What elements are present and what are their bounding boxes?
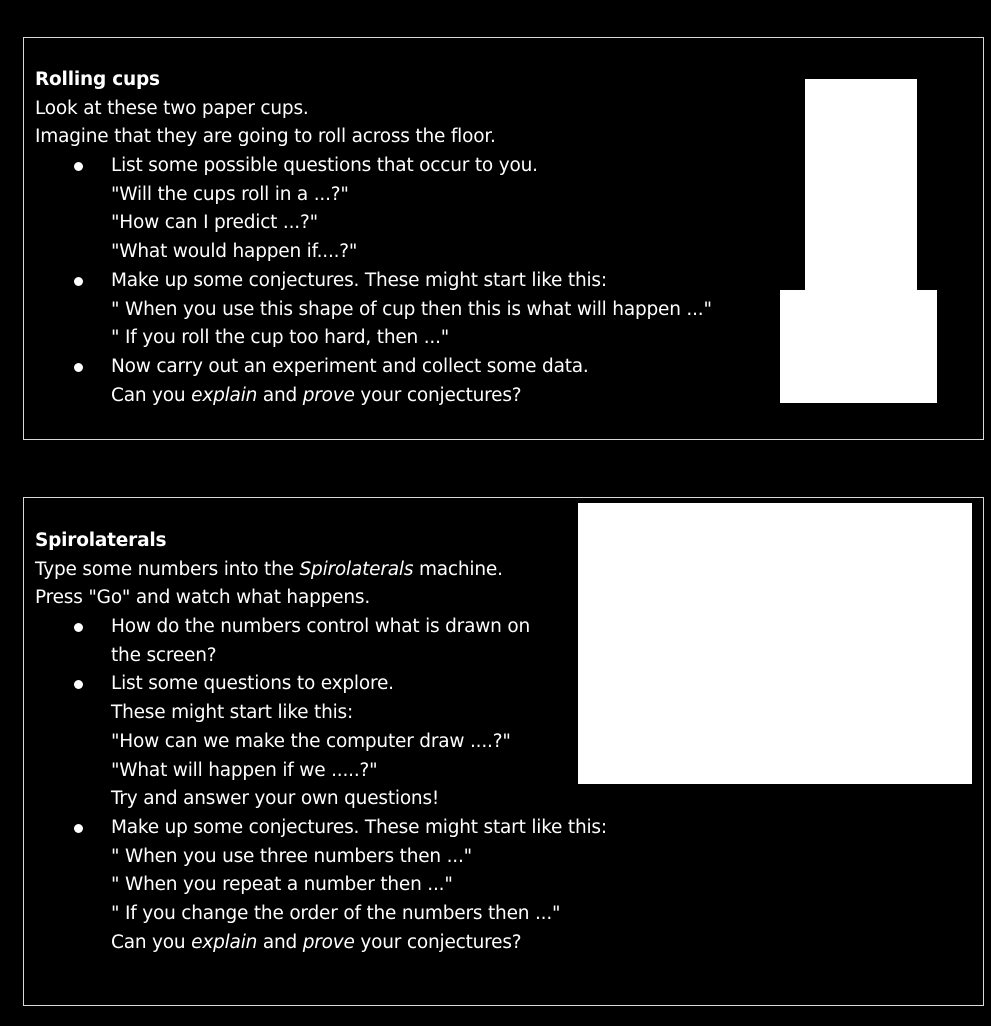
bullet-line: " When you repeat a number then ..." [111, 874, 453, 896]
closing-line [111, 929, 607, 958]
bullet-head: How do the numbers control what is drawn on [111, 616, 531, 638]
bullet-icon [74, 680, 83, 689]
bullet-head-cont: the screen? [111, 644, 217, 666]
closing-text: Can you [111, 384, 192, 406]
intro-line: Look at these two paper cups. [35, 97, 309, 119]
bullet-line: "Will the cups roll in a ...?" [111, 183, 349, 205]
paper-cup-image-tall [805, 79, 917, 290]
bullet-line: " When you use three numbers then ..." [111, 845, 472, 867]
bullet-head: List some questions to explore. [111, 673, 394, 695]
bullet-line: " If you roll the cup too hard, then ..." [111, 327, 450, 349]
bullet-item [35, 613, 607, 670]
intro-text: Type some numbers into the [35, 558, 300, 580]
bullet-item [35, 152, 712, 267]
bullet-icon [74, 162, 83, 171]
card-title: Spirolaterals [35, 530, 167, 551]
paper-cup-image-wide [780, 290, 937, 403]
bullet-head: Now carry out an experiment and collect some data. [111, 355, 589, 377]
bullet-line: " If you change the order of the numbers then ..." [111, 902, 561, 924]
spirolaterals-text [35, 527, 607, 957]
closing-text: and [257, 931, 303, 953]
rolling-cups-text [35, 66, 712, 410]
bullet-head: List some possible questions that occur to you. [111, 155, 538, 177]
bullet-item [35, 814, 607, 957]
closing-line [111, 382, 712, 411]
bullet-line: "How can we make the computer draw ....?" [111, 730, 511, 752]
bullet-icon [74, 277, 83, 286]
bullet-line: " When you use this shape of cup then this is what will happen ..." [111, 298, 712, 320]
closing-text: and [257, 384, 303, 406]
bullet-line: "What would happen if....?" [111, 241, 358, 263]
emphasis-explain: explain [191, 931, 258, 953]
bullet-line: "What will happen if we .....?" [111, 759, 378, 781]
bullet-item [35, 353, 712, 410]
bullet-head: Make up some conjectures. These might start like this: [111, 269, 607, 291]
emphasis-explain: explain [191, 384, 258, 406]
intro-line: Press "Go" and watch what happens. [35, 587, 371, 609]
bullet-head: Make up some conjectures. These might start like this: [111, 816, 607, 838]
bullet-icon [74, 623, 83, 632]
bullet-item [35, 267, 712, 353]
bullet-icon [74, 363, 83, 372]
card-title: Rolling cups [35, 69, 160, 90]
bullet-item [35, 670, 607, 813]
closing-text: Can you [111, 931, 192, 953]
bullet-icon [74, 824, 83, 833]
closing-text: your conjectures? [354, 384, 522, 406]
intro-line [35, 556, 607, 585]
spirolaterals-machine-image [578, 503, 972, 784]
bullet-line: These might start like this: [111, 702, 354, 724]
intro-line: Imagine that they are going to roll across the floor. [35, 126, 496, 148]
bullet-line: "How can I predict ...?" [111, 212, 318, 234]
emphasis-prove: prove [302, 384, 355, 406]
intro-text: machine. [413, 558, 503, 580]
bullet-line: Try and answer your own questions! [111, 788, 440, 810]
closing-text: your conjectures? [354, 931, 522, 953]
emphasis-prove: prove [302, 931, 355, 953]
emphasis-spirolaterals: Spirolaterals [299, 558, 414, 580]
